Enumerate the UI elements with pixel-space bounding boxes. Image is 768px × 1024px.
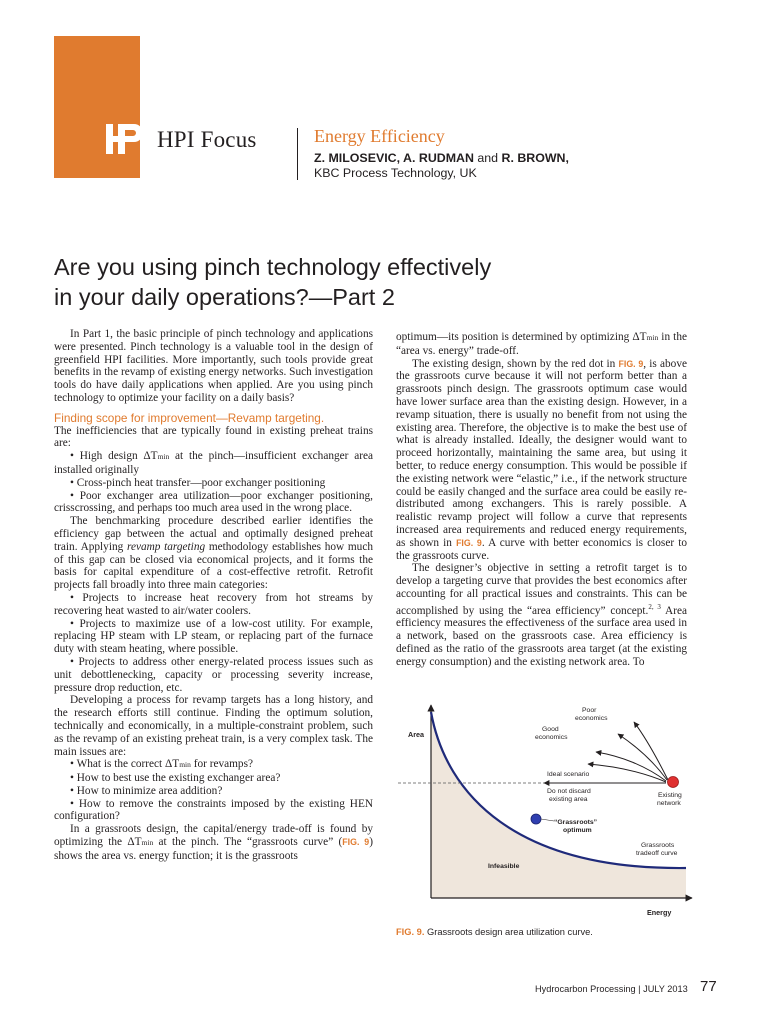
brand-title: HPI Focus — [157, 127, 257, 152]
existing-network-label-2: network — [657, 800, 681, 807]
figure-caption — [396, 927, 593, 937]
left-column — [54, 328, 373, 863]
footer-separator: | — [635, 984, 644, 994]
header-divider — [297, 128, 298, 180]
good-economics-label-2: economics — [535, 734, 568, 741]
infeasible-label: Infeasible — [488, 863, 520, 870]
article-title-line-1: Are you using pinch technology effectively — [54, 254, 492, 280]
intro-paragraph: In Part 1, the basic principle of pinch technology and applications were presented. Pinch technology is a valuable tool in the design of greenfield HPI facilities. More importantly, such tools provide great benefits in the revamp of existing energy networks. Such investigation tools do have daily applications when applied. Are you using pinch technology to optimize your facility on a daily basis? — [54, 328, 373, 404]
header-orange-block — [54, 36, 140, 178]
subscript: min — [157, 452, 170, 462]
question-minimize-area: • How to minimize area addition? — [70, 784, 223, 797]
page-number: 77 — [700, 978, 717, 995]
authors-and: and — [473, 151, 502, 165]
paragraph-retrofit-target — [396, 562, 687, 668]
paragraph-text: The designer’s objective in setting a retrofit target is to develop a targeting curve that provides the best economics after accounting for all practical issues and constraints. This can be accomplished by using the “area efficiency” concept. — [396, 562, 687, 617]
author-affiliation: KBC Process Technology, UK — [314, 166, 477, 180]
paragraph-revamp-history: Developing a process for revamp targets has a long history, and the research efforts still continue. Finding the optimum solution, technically and economically, in a multiple-constraint problem, such as the revamp of an existing preheat train, is a very complex task. The main issues are: — [54, 694, 373, 758]
bullet-poor-area: • Poor exchanger area utilization—poor exchanger positioning, crisscrossing, and perhaps too much area used in the wrong place. — [54, 489, 373, 515]
question-existing-area: • How to best use the existing exchanger area? — [70, 772, 281, 785]
bullet-cross-pinch: • Cross-pinch heat transfer—poor exchanger positioning — [70, 476, 326, 489]
journal-name: Hydrocarbon Processing — [535, 984, 636, 994]
poor-economics-label-1: Poor — [582, 707, 597, 714]
paragraph-existing-design — [396, 358, 687, 563]
existing-network-dot — [668, 777, 679, 788]
do-not-discard-label-2: existing area — [549, 796, 588, 803]
article-authors — [314, 151, 569, 165]
subscript: min — [141, 838, 154, 848]
area-utilization-diagram — [396, 700, 696, 922]
y-axis-label: Area — [408, 730, 424, 739]
paragraph-benchmarking — [54, 515, 373, 592]
grassroots-optimum-label-2: optimum — [563, 827, 592, 834]
hp-logo-icon — [104, 122, 144, 156]
question-correct-dtmin — [54, 758, 373, 772]
figure-reference: FIG. 9 — [456, 537, 482, 548]
figure-reference: FIG. 9 — [342, 837, 370, 848]
tradeoff-curve-label-2: tradeoff curve — [636, 850, 678, 857]
paragraph-text: The existing design, shown by the red dot in — [412, 357, 619, 370]
optimum-leader-line — [541, 819, 554, 821]
grassroots-optimum-label-1: “Grassroots” — [554, 819, 598, 826]
paragraph-text: , is above the grassroots curve because it will not perform better than a grassroots pinch design. The grassroots optimum case would have lower surface area than the existing design. However, in a revamp situation, there is usually no benefit from not using the existing area. Therefore, the objective is to make the best use of what is already installed. Ideally, the designer would want to proceed horizontally, maintaining the same area, but using it better, to reduce energy consumption. This would be possible if the existing network were “elastic,” i.e., if the network structure could be easily changed and the surface area could be easily re-distributed among exchangers. This is rarely possible. A realistic revamp project will follow a curve that represents increased area requirements and reduced energy requirements, as shown in — [396, 357, 687, 549]
subscript: min — [646, 333, 659, 342]
caption-text: Grassroots design area utilization curve. — [424, 927, 593, 937]
paragraph-text: . A curve with better economics is closer to the grassroots curve. — [396, 536, 687, 562]
good-economics-label-1: Good — [542, 726, 559, 733]
bullet-low-cost-utility: • Projects to maximize use of a low-cost utility. For example, replacing HP steam with LP steam, or replacing part of the furnace duty with steam heating, where possible. — [54, 617, 373, 656]
bullet-text: • High design ΔT — [70, 450, 158, 463]
poor-economics-label-2: economics — [575, 715, 608, 722]
paragraph-text: Area efficiency measures the effectiveness of the surface area used in a network, based on the grassroots case. Area efficiency is defined as the ratio of the grassroots area target (at the existing energy consumption) and the existing network area. To — [396, 604, 688, 668]
subscript: min — [179, 760, 191, 770]
authors-secondary: R. BROWN, — [501, 151, 569, 165]
page-footer — [535, 984, 688, 994]
paragraph-text: ) shows the area vs. energy function; it is the grassroots — [54, 836, 373, 862]
existing-network-label-1: Existing — [658, 792, 682, 799]
question-text: • What is the correct ΔT — [70, 758, 180, 771]
figure-9-diagram — [396, 700, 696, 922]
paragraph-text: methodology establishes how much of this gap can be closed via economical projects, and it forms the basis for capital expenditure of a cost-effective retrofit. Retrofit projects fall broadly into three main categories: — [54, 540, 373, 592]
bullet-high-dtmin — [54, 450, 373, 477]
bullet-process-issues: • Projects to address other energy-related process issues such as unit debottlenecking, capacity or processing severity increase, pressure drop reduction, etc. — [54, 655, 373, 694]
paragraph-text: at the pinch. The “grassroots curve” ( — [153, 836, 343, 849]
x-axis-label: Energy — [647, 908, 672, 917]
grassroots-optimum-dot — [531, 814, 541, 824]
paragraph-inefficiencies: The inefficiencies that are typically found in existing preheat trains are: — [54, 424, 373, 450]
right-column — [396, 331, 687, 668]
paragraph-text: optimum—its position is determined by optimizing ΔT — [396, 331, 647, 343]
section-title: Energy Efficiency — [314, 126, 445, 146]
emphasis-text: revamp targeting — [126, 540, 206, 553]
question-remove-constraints: • How to remove the constraints imposed by the existing HEN configuration? — [54, 797, 373, 823]
bullet-heat-recovery: • Projects to increase heat recovery from hot streams by recovering heat wasted to air/water coolers. — [54, 591, 373, 617]
paragraph-text: in the “area vs. energy” trade-off. — [396, 331, 687, 357]
paragraph-text: The benchmarking procedure described earlier identifies the efficiency gap between the actual and optimally designed preheat train. Applying — [54, 515, 373, 553]
caption-figure-label: FIG. 9. — [396, 927, 425, 937]
do-not-discard-label-1: Do not discard — [547, 788, 591, 795]
article-title-line-2: in your daily operations?—Part 2 — [54, 284, 395, 310]
reference-superscript: 2, 3 — [648, 602, 661, 611]
authors-primary: Z. MILOSEVIC, A. RUDMAN — [314, 151, 474, 165]
question-text: for revamps? — [190, 758, 253, 771]
tradeoff-curve-label-1: Grassroots — [641, 842, 675, 849]
issue-date: JULY 2013 — [643, 984, 688, 994]
subhead-revamp-targeting: Finding scope for improvement—Revamp targeting. — [54, 410, 325, 425]
poor-economics-arrow-2 — [618, 734, 667, 780]
article-title — [54, 252, 734, 312]
ideal-scenario-label: Ideal scenario — [547, 771, 590, 778]
bullet-text: at the pinch—insufficient exchanger area installed originally — [54, 450, 373, 476]
paragraph-optimum — [396, 331, 687, 358]
paragraph-grassroots-design — [54, 823, 373, 862]
figure-reference: FIG. 9 — [618, 358, 644, 369]
paragraph-text: In a grassroots design, the capital/energy trade-off is found by optimizing the ΔT — [54, 823, 373, 849]
